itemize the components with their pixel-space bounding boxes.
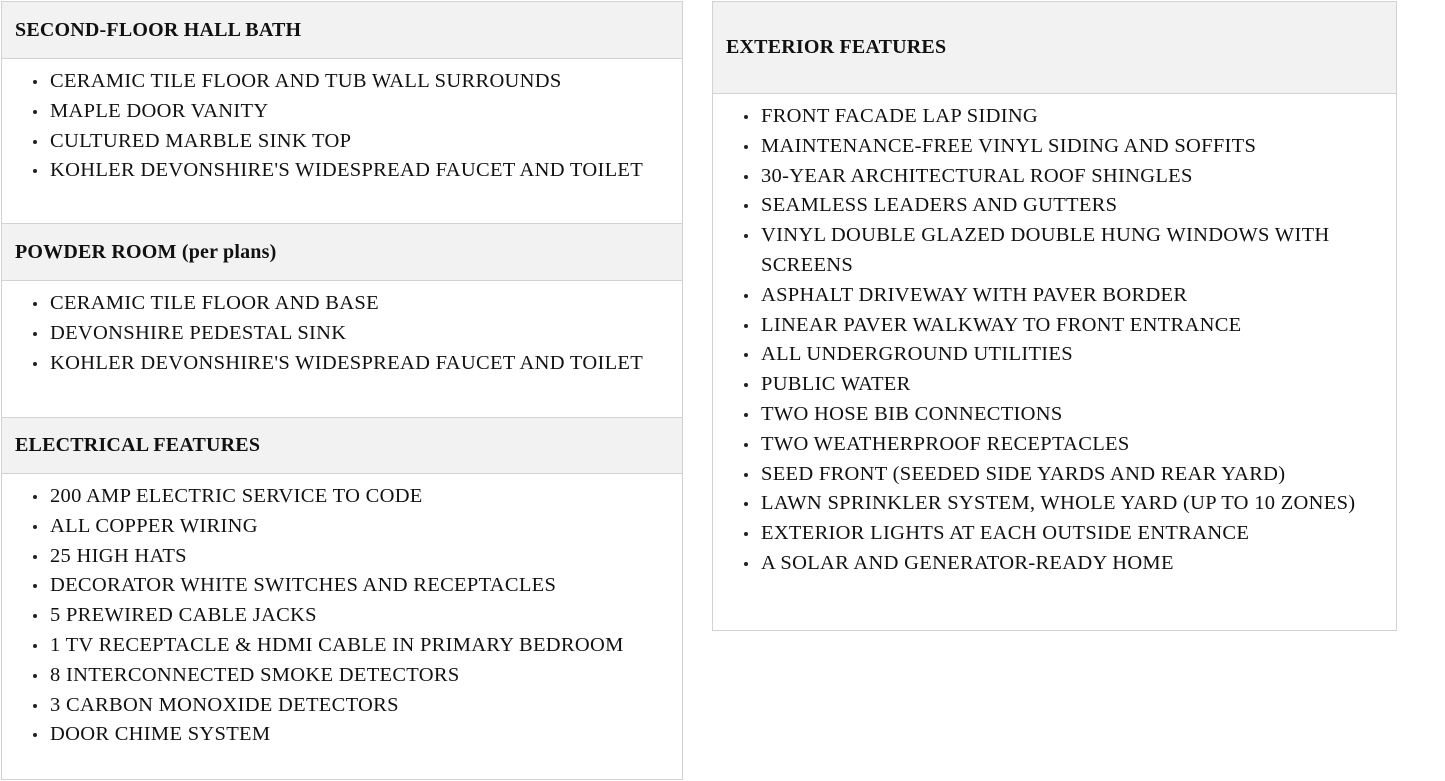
feature-list xyxy=(761,102,1384,579)
section-heading-second-floor-hall-bath xyxy=(2,2,682,59)
section-heading-electrical-features xyxy=(2,418,682,474)
list-item: KOHLER DEVONSHIRE'S WIDESPREAD FAUCET AND TOILET xyxy=(50,349,670,379)
section-body-second-floor-hall-bath xyxy=(2,59,682,224)
list-item: SEED FRONT (SEEDED SIDE YARDS AND REAR YARD) xyxy=(761,460,1384,490)
list-item: ASPHALT DRIVEWAY WITH PAVER BORDER xyxy=(761,281,1384,311)
list-item: A SOLAR AND GENERATOR-READY HOME xyxy=(761,549,1384,579)
list-item: CERAMIC TILE FLOOR AND TUB WALL SURROUNDS xyxy=(50,67,670,97)
list-item: ALL COPPER WIRING xyxy=(50,512,670,542)
section-heading-exterior-features xyxy=(713,2,1396,94)
list-item: SEAMLESS LEADERS AND GUTTERS xyxy=(761,191,1384,221)
list-item: CULTURED MARBLE SINK TOP xyxy=(50,127,670,157)
list-item: DOOR CHIME SYSTEM xyxy=(50,720,670,750)
list-item: TWO HOSE BIB CONNECTIONS xyxy=(761,400,1384,430)
list-item: MAINTENANCE-FREE VINYL SIDING AND SOFFITS xyxy=(761,132,1384,162)
list-item: CERAMIC TILE FLOOR AND BASE xyxy=(50,289,670,319)
heading-text: EXTERIOR FEATURES xyxy=(726,36,947,58)
heading-text: POWDER ROOM (per plans) xyxy=(15,240,277,263)
feature-list xyxy=(50,67,670,186)
left-feature-table xyxy=(1,1,683,780)
list-item: LINEAR PAVER WALKWAY TO FRONT ENTRANCE xyxy=(761,311,1384,341)
right-feature-table xyxy=(712,1,1397,631)
feature-list xyxy=(50,482,670,750)
list-item: 30-YEAR ARCHITECTURAL ROOF SHINGLES xyxy=(761,162,1384,192)
list-item: DEVONSHIRE PEDESTAL SINK xyxy=(50,319,670,349)
list-item: FRONT FACADE LAP SIDING xyxy=(761,102,1384,132)
list-item: VINYL DOUBLE GLAZED DOUBLE HUNG WINDOWS WITH SCREENS xyxy=(761,221,1384,281)
list-item: 8 INTERCONNECTED SMOKE DETECTORS xyxy=(50,661,670,691)
list-item: 1 TV RECEPTACLE & HDMI CABLE IN PRIMARY BEDROOM xyxy=(50,631,670,661)
list-item: KOHLER DEVONSHIRE'S WIDESPREAD FAUCET AND TOILET xyxy=(50,156,670,186)
list-item: PUBLIC WATER xyxy=(761,370,1384,400)
section-body-electrical-features xyxy=(2,474,682,779)
section-heading-powder-room xyxy=(2,224,682,281)
feature-list xyxy=(50,289,670,378)
list-item: EXTERIOR LIGHTS AT EACH OUTSIDE ENTRANCE xyxy=(761,519,1384,549)
list-item: 5 PREWIRED CABLE JACKS xyxy=(50,601,670,631)
heading-text: SECOND-FLOOR HALL BATH xyxy=(15,18,302,41)
list-item: ALL UNDERGROUND UTILITIES xyxy=(761,340,1384,370)
heading-text: ELECTRICAL FEATURES xyxy=(15,434,261,456)
list-item: 3 CARBON MONOXIDE DETECTORS xyxy=(50,691,670,721)
list-item: 200 AMP ELECTRIC SERVICE TO CODE xyxy=(50,482,670,512)
list-item: DECORATOR WHITE SWITCHES AND RECEPTACLES xyxy=(50,571,670,601)
list-item: 25 HIGH HATS xyxy=(50,542,670,572)
section-body-powder-room xyxy=(2,281,682,418)
list-item: MAPLE DOOR VANITY xyxy=(50,97,670,127)
list-item: LAWN SPRINKLER SYSTEM, WHOLE YARD (UP TO 10 ZONES) xyxy=(761,489,1384,519)
section-body-exterior-features xyxy=(713,94,1396,630)
list-item: TWO WEATHERPROOF RECEPTACLES xyxy=(761,430,1384,460)
